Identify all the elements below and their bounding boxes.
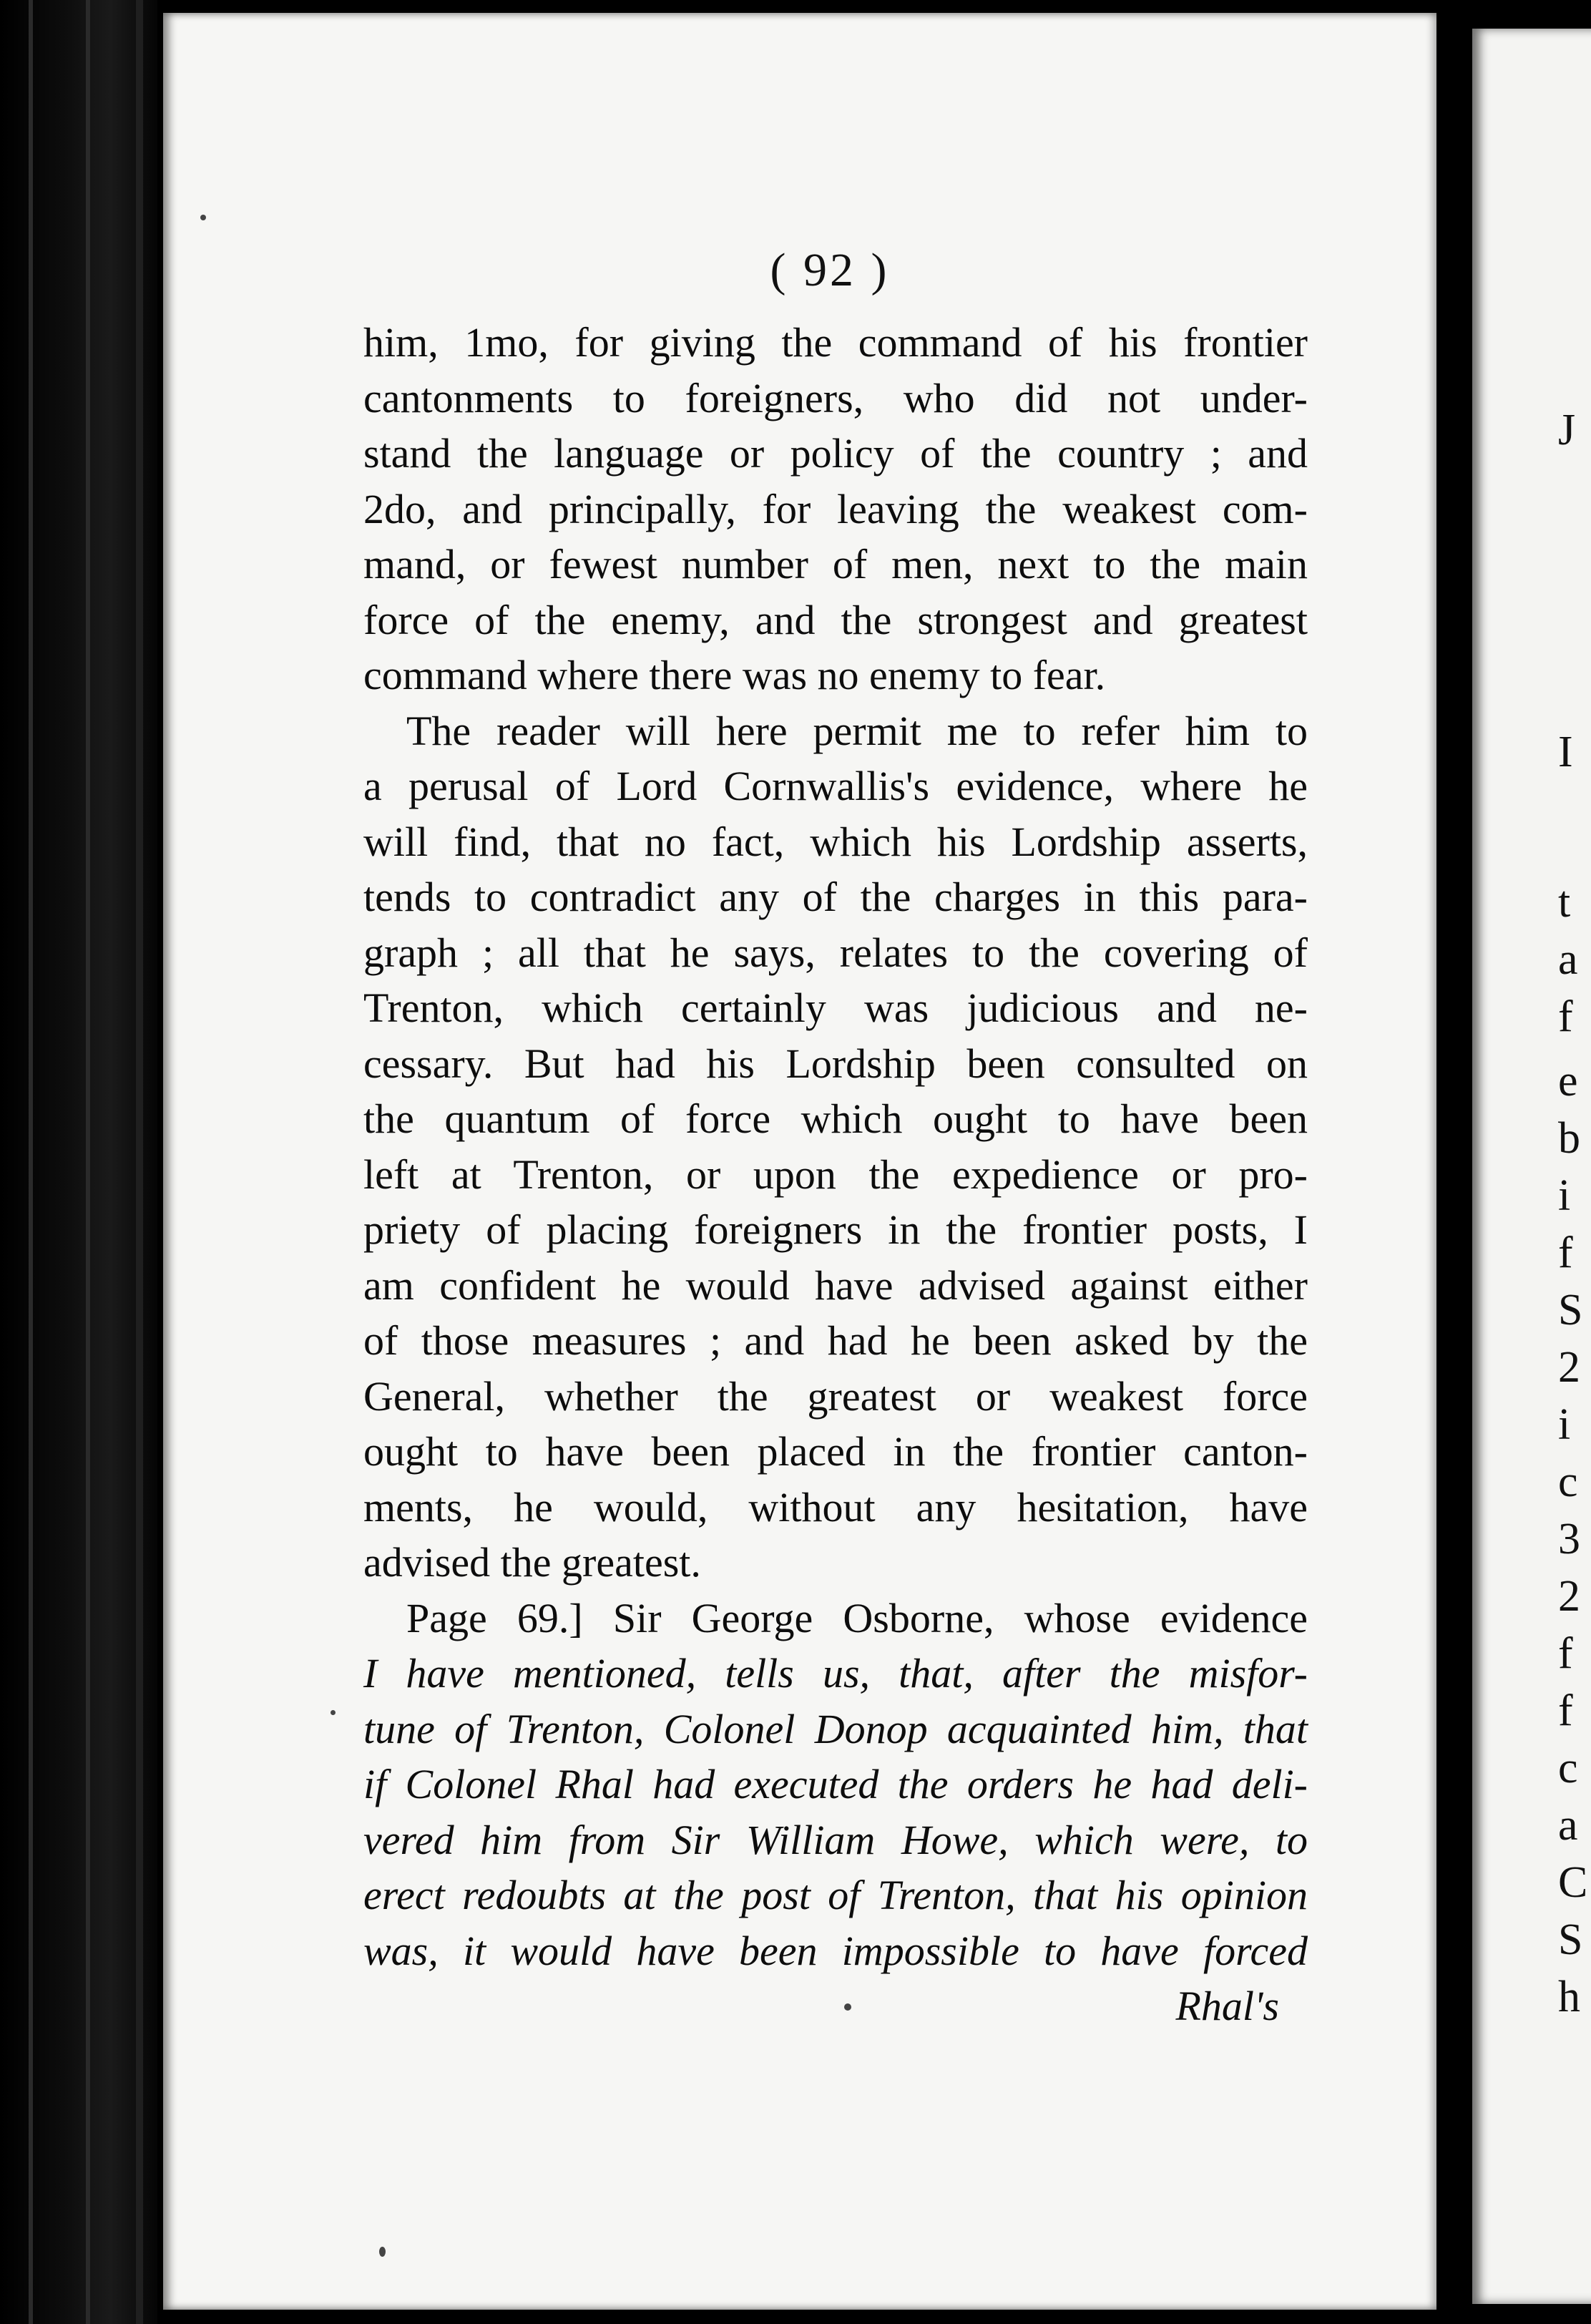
- binding-edge: [29, 0, 33, 2324]
- text-line: a perusal of Lord Cornwallis's evidence, where he: [363, 763, 1308, 809]
- facing-page-letter: a: [1558, 935, 1578, 984]
- ink-speck: [379, 2247, 386, 2257]
- text-line: cessary. But had his Lordship been consulted on: [363, 1040, 1308, 1087]
- page-number: ( 92 ): [770, 244, 890, 296]
- text-line: The reader will here permit me to refer him to: [406, 707, 1308, 754]
- text-line: vered him from Sir William Howe, which were, to: [363, 1816, 1308, 1863]
- facing-page-letter: f: [1558, 1229, 1573, 1277]
- text-line: him, 1mo, for giving the command of his frontier: [363, 319, 1308, 366]
- facing-page-letter: c: [1558, 1744, 1578, 1792]
- ink-speck: [331, 1710, 336, 1715]
- text-line: stand the language or policy of the country ; and: [363, 430, 1308, 477]
- binding-edge: [136, 0, 143, 2324]
- text-line: ments, he would, without any hesitation, have: [363, 1483, 1308, 1530]
- facing-page-letter: a: [1558, 1801, 1578, 1850]
- page-gutter: [1436, 0, 1472, 2324]
- ink-speck: [844, 2003, 851, 2011]
- ink-speck: [200, 215, 206, 220]
- text-line: was, it would have been impossible to have forced: [363, 1927, 1308, 1974]
- text-line: if Colonel Rhal had executed the orders he had deli-: [363, 1761, 1308, 1807]
- text-line: will find, that no fact, which his Lordship asserts,: [363, 818, 1308, 865]
- text-line: graph ; all that he says, relates to the covering of: [363, 929, 1308, 976]
- facing-page-letter: S: [1558, 1915, 1583, 1964]
- text-line: advised the greatest.: [363, 1539, 701, 1586]
- text-line: cantonments to foreigners, who did not under-: [363, 374, 1308, 421]
- facing-page-letter: 3: [1558, 1515, 1580, 1563]
- text-line: I have mentioned, tells us, that, after the misfor-: [363, 1650, 1308, 1696]
- text-line: 2do, and principally, for leaving the weakest com-: [363, 485, 1308, 532]
- text-line: force of the enemy, and the strongest and greatest: [363, 596, 1308, 643]
- text-line: ought to have been placed in the frontier canton-: [363, 1428, 1308, 1475]
- facing-page-letter: t: [1558, 878, 1571, 927]
- text-line: Trenton, which certainly was judicious and ne-: [363, 985, 1308, 1031]
- facing-page-letter: i: [1558, 1400, 1571, 1449]
- text-line: Page 69.] Sir George Osborne, whose evidence: [406, 1594, 1308, 1641]
- facing-page-letter: c: [1558, 1458, 1578, 1506]
- text-line: of those measures ; and had he been asked by the: [363, 1317, 1308, 1364]
- facing-page-letter: 2: [1558, 1343, 1580, 1392]
- facing-page-letter: I: [1558, 728, 1573, 776]
- facing-page-letter: h: [1558, 1973, 1580, 2021]
- text-line: command where there was no enemy to fear.: [363, 652, 1106, 698]
- body-text: [363, 315, 1308, 2034]
- facing-page-letter: S: [1558, 1286, 1583, 1334]
- catchword: Rhal's: [1175, 1983, 1279, 2029]
- book-binding: [0, 0, 157, 2324]
- facing-page-letter: f: [1558, 1629, 1573, 1678]
- binding-edge: [86, 0, 90, 2324]
- facing-page-letter: b: [1558, 1114, 1580, 1163]
- text-line: left at Trenton, or upon the expedience or pro-: [363, 1151, 1308, 1198]
- text-line: General, whether the greatest or weakest force: [363, 1372, 1308, 1420]
- facing-page-letter: f: [1558, 1686, 1573, 1735]
- text-line: tune of Trenton, Colonel Donop acquainted him, that: [363, 1705, 1308, 1752]
- text-line: am confident he would have advised against either: [363, 1261, 1308, 1309]
- facing-page-letter: 2: [1558, 1572, 1580, 1621]
- text-line: priety of placing foreigners in the frontier posts, I: [363, 1206, 1308, 1253]
- facing-page-letter: f: [1558, 992, 1573, 1041]
- facing-page-letter: C: [1558, 1858, 1588, 1907]
- text-line: tends to contradict any of the charges in this para-: [363, 874, 1308, 920]
- text-line: the quantum of force which ought to have been: [363, 1095, 1308, 1142]
- text-line: erect redoubts at the post of Trenton, that his opinion: [363, 1872, 1308, 1918]
- facing-page-letter: J: [1558, 406, 1576, 454]
- text-line: mand, or fewest number of men, next to the main: [363, 541, 1308, 587]
- facing-page-letter: i: [1558, 1171, 1571, 1220]
- facing-page-letter: e: [1558, 1057, 1578, 1105]
